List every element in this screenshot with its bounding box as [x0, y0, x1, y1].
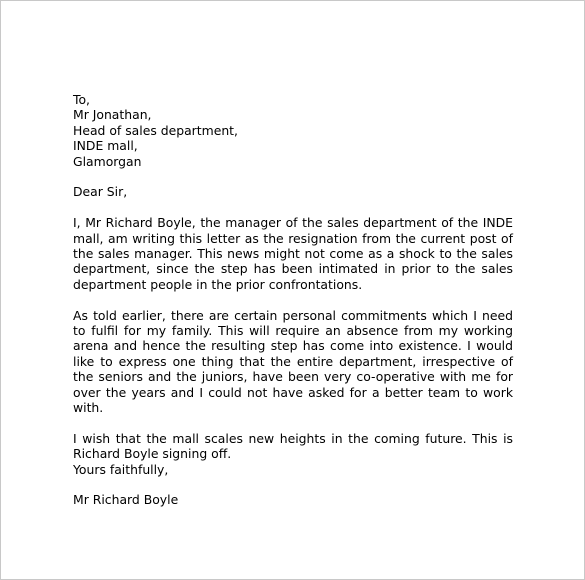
address-line-to: To,	[73, 92, 90, 107]
recipient-address	[73, 92, 513, 169]
complimentary-close: Yours faithfully,	[73, 461, 169, 477]
address-line-location: Glamorgan	[73, 153, 142, 169]
salutation: Dear Sir,	[73, 184, 128, 200]
closing-block	[73, 431, 513, 477]
address-line-recipient-title: Head of sales department,	[73, 122, 238, 138]
body-paragraph-1: I, Mr Richard Boyle, the manager of the sales department of the INDE mall, am writing this letter as the resignation from the current post of the sales manager. This news might not come as a shock to the sales department, since the step has been intimated in prior to the sales department people in the prior confrontations.	[73, 215, 513, 292]
address-line-recipient-name: Mr Jonathan,	[73, 107, 152, 123]
address-line-organization: INDE mall,	[73, 138, 138, 154]
body-paragraph-2: As told earlier, there are certain personal commitments which I need to fulfil for my family. This will require an absence from my working arena and hence the resulting step has come into existence. I would like to express one thing that the entire department, irrespective of the seniors and the juniors, have been very co-operative with me for over the years and I could not have asked for a better team to work with.	[73, 307, 513, 416]
body-paragraph-3: I wish that the mall scales new heights in the coming future. This is Richard Boyle signing off.	[73, 430, 513, 462]
resignation-letter	[73, 92, 513, 508]
signature-name: Mr Richard Boyle	[73, 492, 179, 508]
